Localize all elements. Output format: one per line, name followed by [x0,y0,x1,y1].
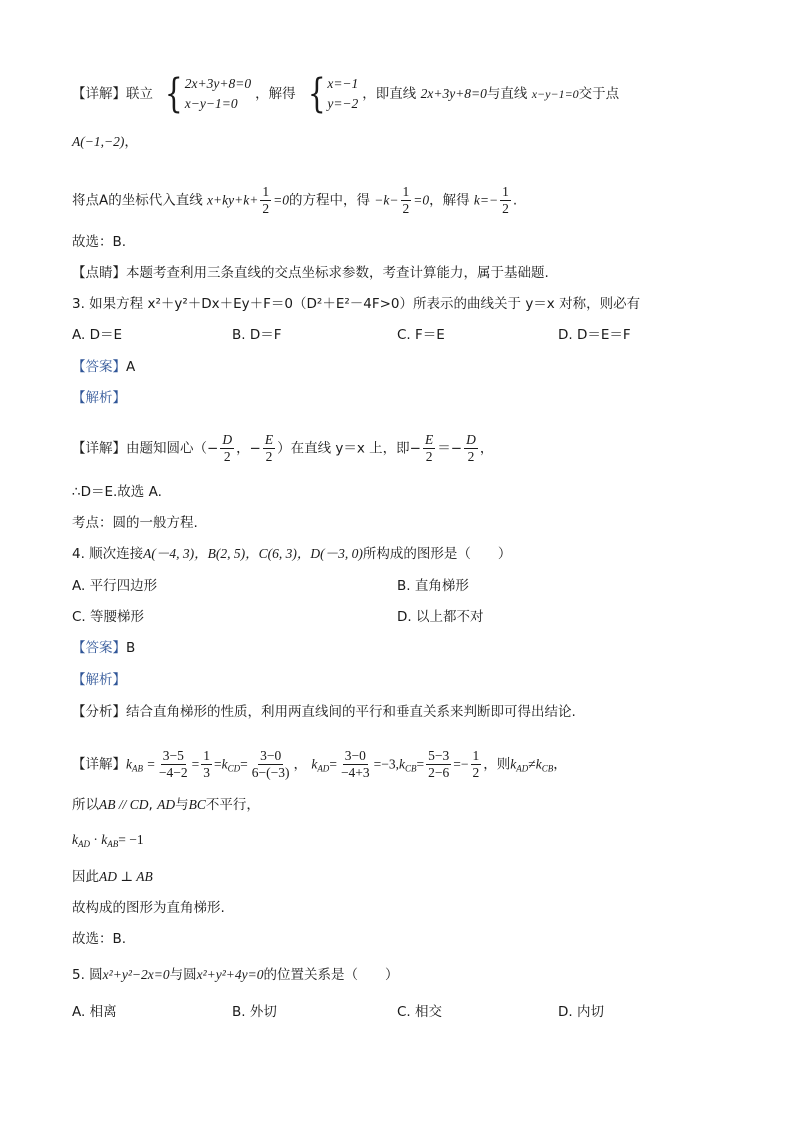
q4-parallel-line: 所以AB // CD, AD与BC不平行， [72,797,260,813]
q5-option-b: B. 外切 [232,1004,277,1020]
q4-stem: 4. 顺次连接A(－4, 3)，B(2, 5)，C(6, 3)，D(－3, 0)所构成的图形是（ ） [72,546,512,562]
q4-option-a: A. 平行四边形 [72,578,158,594]
q2-comment: 【点睛】本题考查利用三条直线的交点坐标求参数，考查计算能力，属于基础题. [72,265,549,281]
q4-perpendicular-line: 因此AD ⊥ AB [72,869,153,885]
q4-shape: 故构成的图形为直角梯形. [72,900,225,916]
q4-slopes: 【详解】$k_{AB}$ = $\frac{3-5}{-4-2}$ = $\frac{1}{3}$ $=k_{CD}=$ $\frac{3-0}{6-(-3)}$ ， $k_{AD}=$ $\frac{3-0}{-4+3}$ $=-3,k_{CB}=$ $\frac{5-3}{2-6}$ =− $\frac{1}{2}$ ，则$k_{AD}\ne k_{CB}$， [72,748,567,780]
q4-option-c: C. 等腰梯形 [72,609,145,625]
q3-analysis-tag: 【解析】 [72,390,126,406]
detail-tag: 【详解】 [72,86,126,102]
intersection-point: A(−1,−2)， [72,134,138,150]
q3-stem: 3. 如果方程 x²＋y²＋Dx＋Ey＋F＝0（D²＋E²－4F>0）所表示的曲线关于 y＝x 对称，则必有 [72,296,641,312]
q3-conclusion: ∴D＝E.故选 A. [72,484,162,500]
q3-option-d: D. D＝E＝F [558,327,631,343]
q2-substitute-line: 将点A的坐标代入直线 x+ky+k+ $\frac{1}{2}$ =0的方程中，得 −k− $\frac{1}{2}$ =0，解得 k=− $\frac{1}{2}$ . [72,184,518,216]
q4-analysis-tag: 【解析】 [72,672,126,688]
q4-method: 【分析】结合直角梯形的性质，利用两直线间的平行和垂直关系来判断即可得出结论. [72,704,576,720]
q5-option-d: D. 内切 [558,1004,604,1020]
q4-option-d: D. 以上都不对 [397,609,484,625]
q5-stem: 5. 圆x²+y²−2x=0与圆x²+y²+4y=0的位置关系是（ ） [72,967,399,983]
q3-option-a: A. D＝E [72,327,123,343]
q3-option-c: C. F＝E [397,327,445,343]
q4-product-line: $k_{AD} \cdot k_{AB}= -1$ [72,832,144,849]
q5-option-a: A. 相离 [72,1004,117,1020]
q3-kaodian: 考点：圆的一般方程. [72,515,198,531]
q4-choose: 故选：B. [72,931,127,947]
q3-answer: 【答案】A [72,359,136,375]
q2-choose: 故选：B. [72,234,127,250]
q3-detail: 【详解】由题知圆心（− $\frac{D}{2}$ ，− $\frac{E}{2}$ ）在直线 y＝x 上，即− $\frac{E}{2}$ ＝− $\frac{D}{2}$ ， [72,432,494,464]
q4-answer: 【答案】B [72,640,136,656]
q4-option-b: B. 直角梯形 [397,578,469,594]
q2-detail-line: 【详解】联立 { 2x+3y+8=0 x−y−1=0 ，解得 { x=−1 y=−2 ，即直线 2x+3y+8=0与直线 x−y−1=0交于点 [72,71,620,117]
q5-option-c: C. 相交 [397,1004,443,1020]
system-of-equations-1: { 2x+3y+8=0 x−y−1=0 [165,71,252,117]
q3-option-b: B. D＝F [232,327,282,343]
system-solution: { x=−1 y=−2 [307,71,359,117]
